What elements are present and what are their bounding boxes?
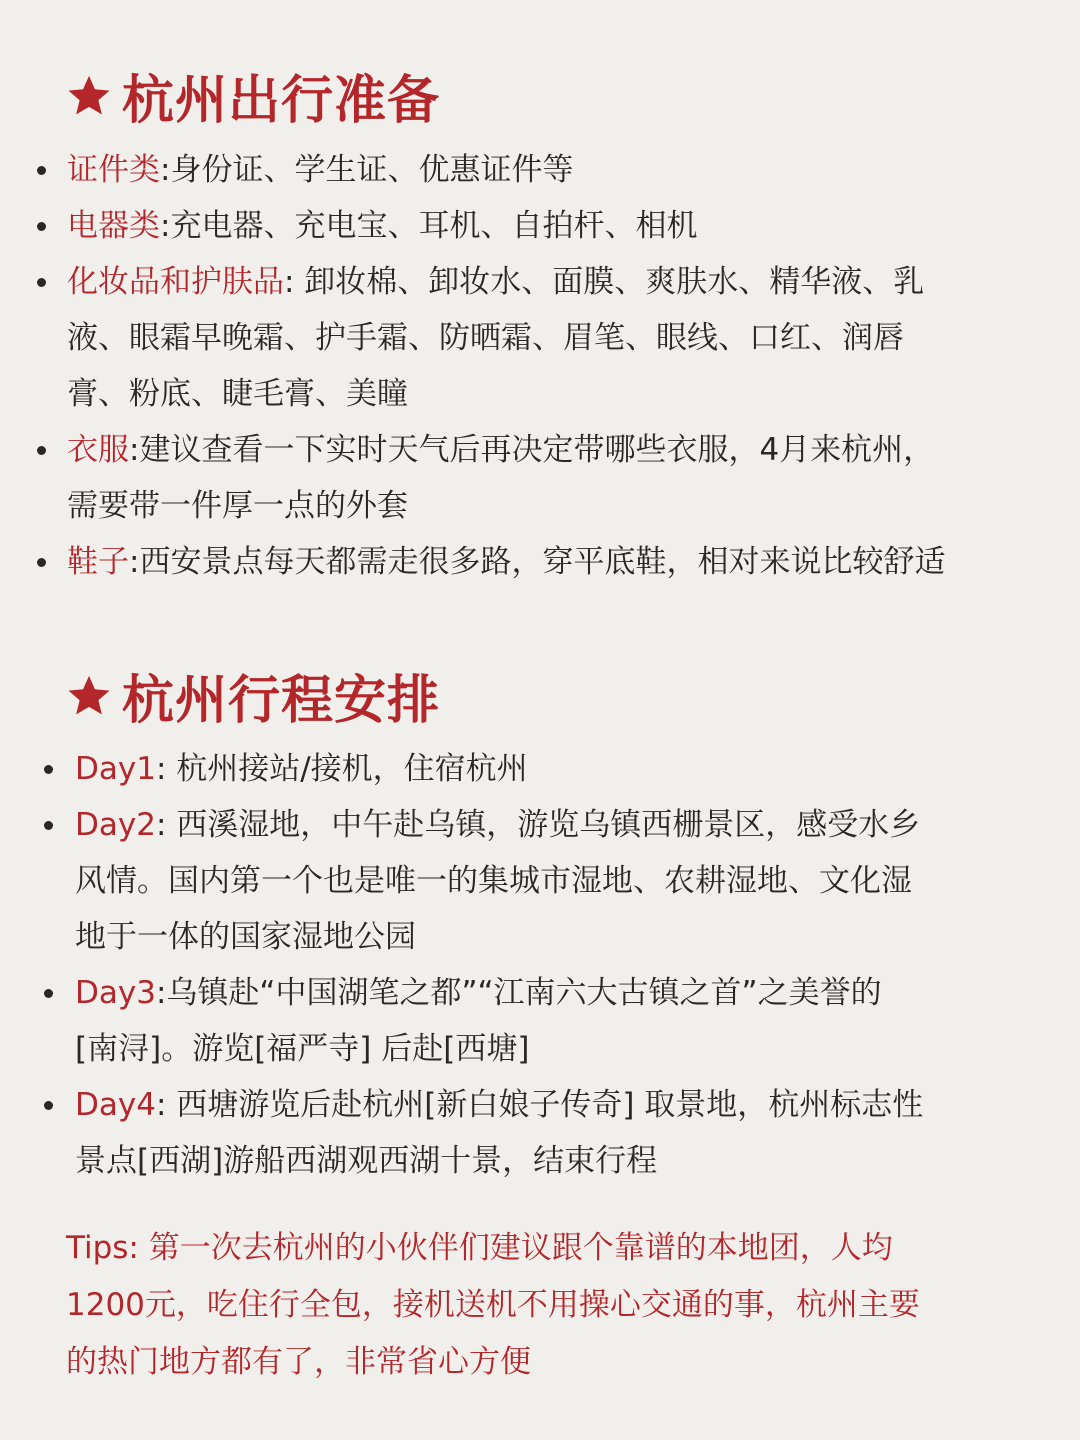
itinerary-list xyxy=(0,741,1080,1189)
star-icon xyxy=(66,673,112,719)
item-line: 景点[西湖]游船西湖观西湖十景，结束行程 xyxy=(75,1143,658,1179)
section-title-text: 杭州出行准备 xyxy=(122,71,441,131)
star-icon xyxy=(66,73,112,119)
section-title-text: 杭州行程安排 xyxy=(122,671,441,731)
preparation-list xyxy=(0,142,1080,590)
bullet-dot-icon xyxy=(44,989,53,998)
item-label: 化妆品和护肤品 xyxy=(67,264,284,300)
bullet-dot-icon xyxy=(44,1101,53,1110)
item-text: : 卸妆棉、卸妆水、面膜、爽肤水、精华液、乳 xyxy=(284,264,925,300)
list-item xyxy=(0,142,1080,198)
section-title-itinerary xyxy=(66,658,440,733)
item-text: : 西溪湿地，中午赴乌镇，游览乌镇西栅景区，感受水乡 xyxy=(155,807,921,843)
section-title-preparation xyxy=(66,58,440,133)
day-label: Day2 xyxy=(75,807,156,843)
list-item xyxy=(0,741,1080,797)
bullet-dot-icon xyxy=(37,222,46,231)
item-line: 液、眼霜早晚霜、护手霜、防晒霜、眉笔、眼线、口红、润唇 xyxy=(67,320,904,356)
day-label: Day3 xyxy=(75,975,156,1011)
item-text: :建议查看一下实时天气后再决定带哪些衣服，4月来杭州， xyxy=(129,432,935,468)
list-item xyxy=(0,797,1080,965)
list-item xyxy=(0,1077,1080,1189)
bullet-dot-icon xyxy=(44,821,53,830)
item-label: 电器类 xyxy=(67,208,160,244)
item-line: 地于一体的国家湿地公园 xyxy=(75,919,416,955)
day-label: Day4 xyxy=(75,1087,156,1123)
item-line xyxy=(75,1077,1080,1133)
bullet-dot-icon xyxy=(37,446,46,455)
tips-line: 1200元，吃住行全包，接机送机不用操心交通的事，杭州主要 xyxy=(66,1287,920,1323)
list-item xyxy=(0,254,1080,422)
bullet-dot-icon xyxy=(44,765,53,774)
item-label: 衣服 xyxy=(67,432,129,468)
bullet-dot-icon xyxy=(37,558,46,567)
item-line xyxy=(67,254,1080,310)
bullet-dot-icon xyxy=(37,166,46,175)
item-line: 需要带一件厚一点的外套 xyxy=(67,488,408,524)
item-text: :乌镇赴“中国湖笔之都”“江南六大古镇之首”之美誉的 xyxy=(155,975,882,1011)
item-text: : 西塘游览后赴杭州[新白娘子传奇] 取景地，杭州标志性 xyxy=(155,1087,924,1123)
item-line xyxy=(67,422,1080,478)
item-line xyxy=(75,797,1080,853)
item-text: :身份证、学生证、优惠证件等 xyxy=(160,152,574,188)
item-label: 证件类 xyxy=(67,152,160,188)
item-line: 风情。国内第一个也是唯一的集城市湿地、农耕湿地、文化湿 xyxy=(75,863,912,899)
list-item xyxy=(0,422,1080,534)
item-text: :充电器、充电宝、耳机、自拍杆、相机 xyxy=(160,208,698,244)
item-line: 膏、粉底、睫毛膏、美瞳 xyxy=(67,376,408,412)
bullet-dot-icon xyxy=(37,278,46,287)
list-item xyxy=(0,965,1080,1077)
tips-paragraph xyxy=(66,1220,1046,1391)
list-item xyxy=(0,534,1080,590)
item-text: : 杭州接站/接机，住宿杭州 xyxy=(155,751,528,787)
tips-line: Tips: 第一次去杭州的小伙伴们建议跟个靠谱的本地团，人均 xyxy=(66,1230,893,1266)
item-line xyxy=(75,965,1080,1021)
tips-line: 的热门地方都有了，非常省心方便 xyxy=(66,1344,531,1380)
item-text: :西安景点每天都需走很多路，穿平底鞋，相对来说比较舒适 xyxy=(129,544,946,580)
list-item xyxy=(0,198,1080,254)
item-label: 鞋子 xyxy=(67,544,129,580)
day-label: Day1 xyxy=(75,751,156,787)
item-line: [南浔]。游览[福严寺] 后赴[西塘] xyxy=(75,1031,530,1067)
